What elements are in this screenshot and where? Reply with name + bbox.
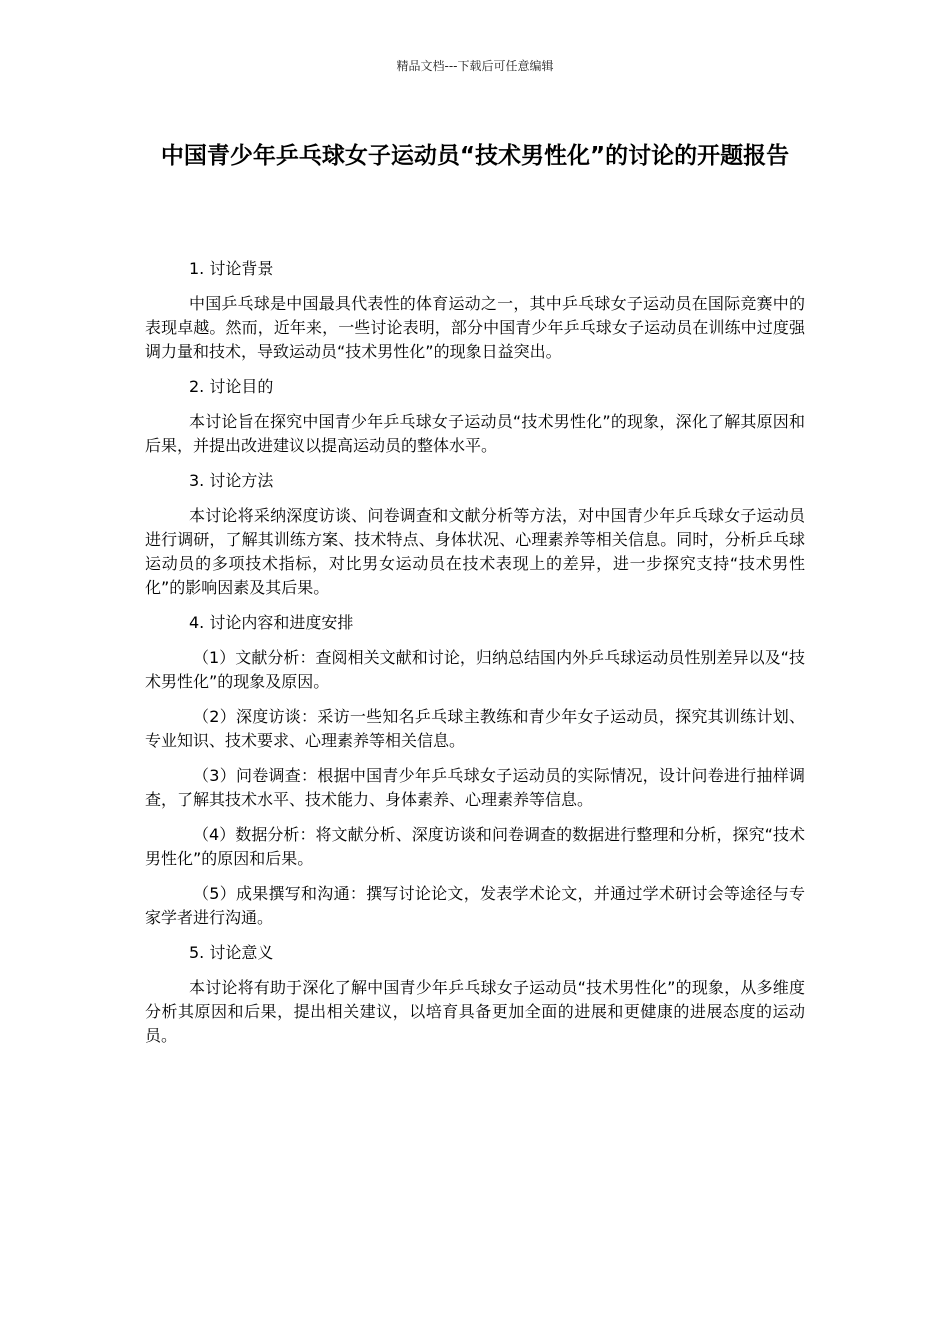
section-paragraph: 中国乒乓球是中国最具代表性的体育运动之一，其中乒乓球女子运动员在国际竞赛中的表现卓越。然而，近年来，一些讨论表明，部分中国青少年乒乓球女子运动员在训练中过度强调力量和技术，导致运动员“技术男性化”的现象日益突出。	[145, 294, 805, 361]
list-item: （3）问卷调查：根据中国青少年乒乓球女子运动员的实际情况，设计问卷进行抽样调查，了解其技术水平、技术能力、身体素养、心理素养等信息。	[145, 766, 805, 809]
section-heading-content-schedule: 4. 讨论内容和进度安排	[189, 613, 354, 632]
header-note: 精品文档---下载后可任意编辑	[396, 59, 554, 73]
list-item: （1）文献分析：查阅相关文献和讨论，归纳总结国内外乒乓球运动员性别差异以及“技术男性化”的现象及原因。	[145, 648, 805, 691]
section-heading-method: 3. 讨论方法	[189, 471, 274, 490]
list-item: （4）数据分析：将文献分析、深度访谈和问卷调查的数据进行整理和分析，探究“技术男性化”的原因和后果。	[145, 825, 805, 868]
list-item: （5）成果撰写和沟通：撰写讨论论文，发表学术论文，并通过学术研讨会等途径与专家学者进行沟通。	[145, 884, 805, 927]
section-heading-significance: 5. 讨论意义	[189, 943, 274, 962]
document-body	[145, 257, 805, 1059]
section-paragraph: 本讨论将有助于深化了解中国青少年乒乓球女子运动员“技术男性化”的现象，从多维度分析其原因和后果，提出相关建议，以培育具备更加全面的进展和更健康的进展态度的运动员。	[145, 978, 805, 1045]
list-item: （2）深度访谈：采访一些知名乒乓球主教练和青少年女子运动员，探究其训练计划、专业知识、技术要求、心理素养等相关信息。	[145, 707, 805, 750]
section-heading-purpose: 2. 讨论目的	[189, 377, 274, 396]
section-heading-background: 1. 讨论背景	[189, 259, 274, 278]
section-paragraph: 本讨论将采纳深度访谈、问卷调查和文献分析等方法，对中国青少年乒乓球女子运动员进行调研，了解其训练方案、技术特点、身体状况、心理素养等相关信息。同时，分析乒乓球运动员的多项技术指标，对比男女运动员在技术表现上的差异，进一步探究支持“技术男性化”的影响因素及其后果。	[145, 506, 805, 597]
document-title: 中国青少年乒乓球女子运动员“技术男性化”的讨论的开题报告	[160, 143, 790, 169]
section-paragraph: 本讨论旨在探究中国青少年乒乓球女子运动员“技术男性化”的现象，深化了解其原因和后果，并提出改进建议以提高运动员的整体水平。	[145, 412, 805, 455]
